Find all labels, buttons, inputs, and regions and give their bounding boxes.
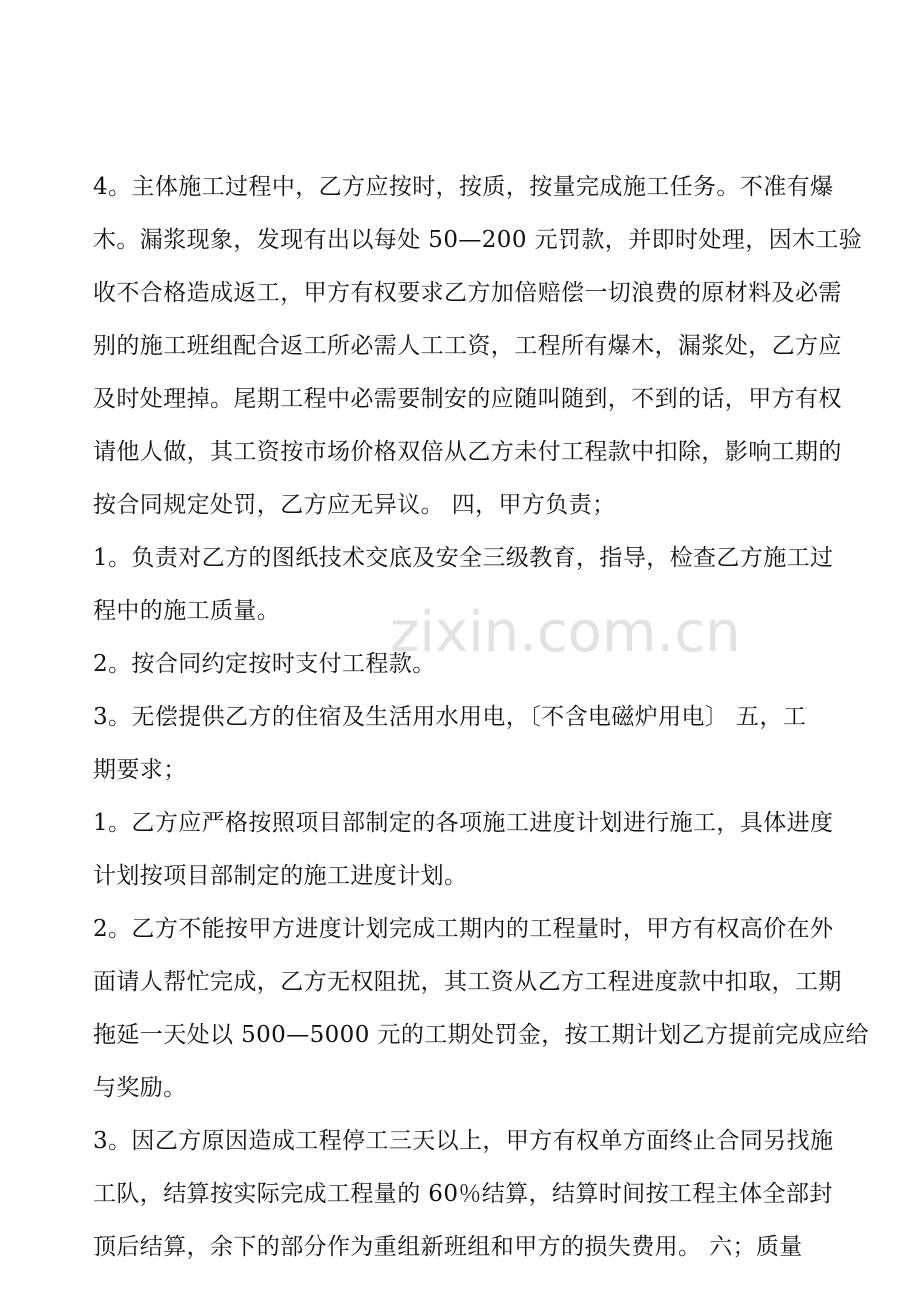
text-line: 及时处理掉。尾期工程中必需要制安的应随叫随到，不到的话，甲方有权 bbox=[93, 386, 842, 412]
text-line: 木。漏浆现象，发现有出以每处 50—200 元罚款，并即时处理，因木工验 bbox=[93, 227, 863, 253]
text-line: 工队，结算按实际完成工程量的 60％结算，结算时间按工程主体全部封 bbox=[93, 1181, 833, 1207]
text-line: 面请人帮忙完成，乙方无权阻扰，其工资从乙方工程进度款中扣取，工期 bbox=[93, 969, 842, 995]
text-line: 1。乙方应严格按照项目部制定的各项施工进度计划进行施工，具体进度 bbox=[93, 810, 834, 836]
text-line: 2。按合同约定按时支付工程款。 bbox=[93, 651, 436, 677]
text-line: 顶后结算，余下的部分作为重组新班组和甲方的损失费用。 六；质量 bbox=[93, 1234, 803, 1260]
text-line: 3。因乙方原因造成工程停工三天以上，甲方有权单方面终止合同另找施 bbox=[93, 1128, 834, 1154]
text-line: 拖延一天处以 500—5000 元的工期处罚金，按工期计划乙方提前完成应给 bbox=[93, 1022, 869, 1048]
text-line: 与奖励。 bbox=[93, 1075, 187, 1101]
text-line: 按合同规定处罚，乙方应无异议。 四，甲方负责； bbox=[93, 492, 616, 518]
text-line: 请他人做，其工资按市场价格双倍从乙方未付工程款中扣除，影响工期的 bbox=[93, 439, 842, 465]
text-line: 别的施工班组配合返工所必需人工工资，工程所有爆木，漏浆处，乙方应 bbox=[93, 333, 842, 359]
text-line: 4。主体施工过程中，乙方应按时，按质，按量完成施工任务。不准有爆 bbox=[93, 174, 834, 200]
text-line: 1。负责对乙方的图纸技术交底及安全三级教育，指导，检查乙方施工过 bbox=[93, 545, 834, 571]
text-line: 收不合格造成返工，甲方有权要求乙方加倍赔偿一切浪费的原材料及必需 bbox=[93, 280, 842, 306]
watermark: zixin.com.cn bbox=[390, 600, 741, 665]
text-line: 计划按项目部制定的施工进度计划。 bbox=[93, 863, 468, 889]
text-line: 3。无偿提供乙方的住宿及生活用水用电，〔不含电磁炉用电〕 五，工 bbox=[93, 704, 807, 730]
text-line: 期要求； bbox=[93, 757, 187, 783]
text-line: 2。乙方不能按甲方进度计划完成工期内的工程量时，甲方有权高价在外 bbox=[93, 916, 834, 942]
text-line: 程中的施工质量。 bbox=[93, 598, 281, 624]
